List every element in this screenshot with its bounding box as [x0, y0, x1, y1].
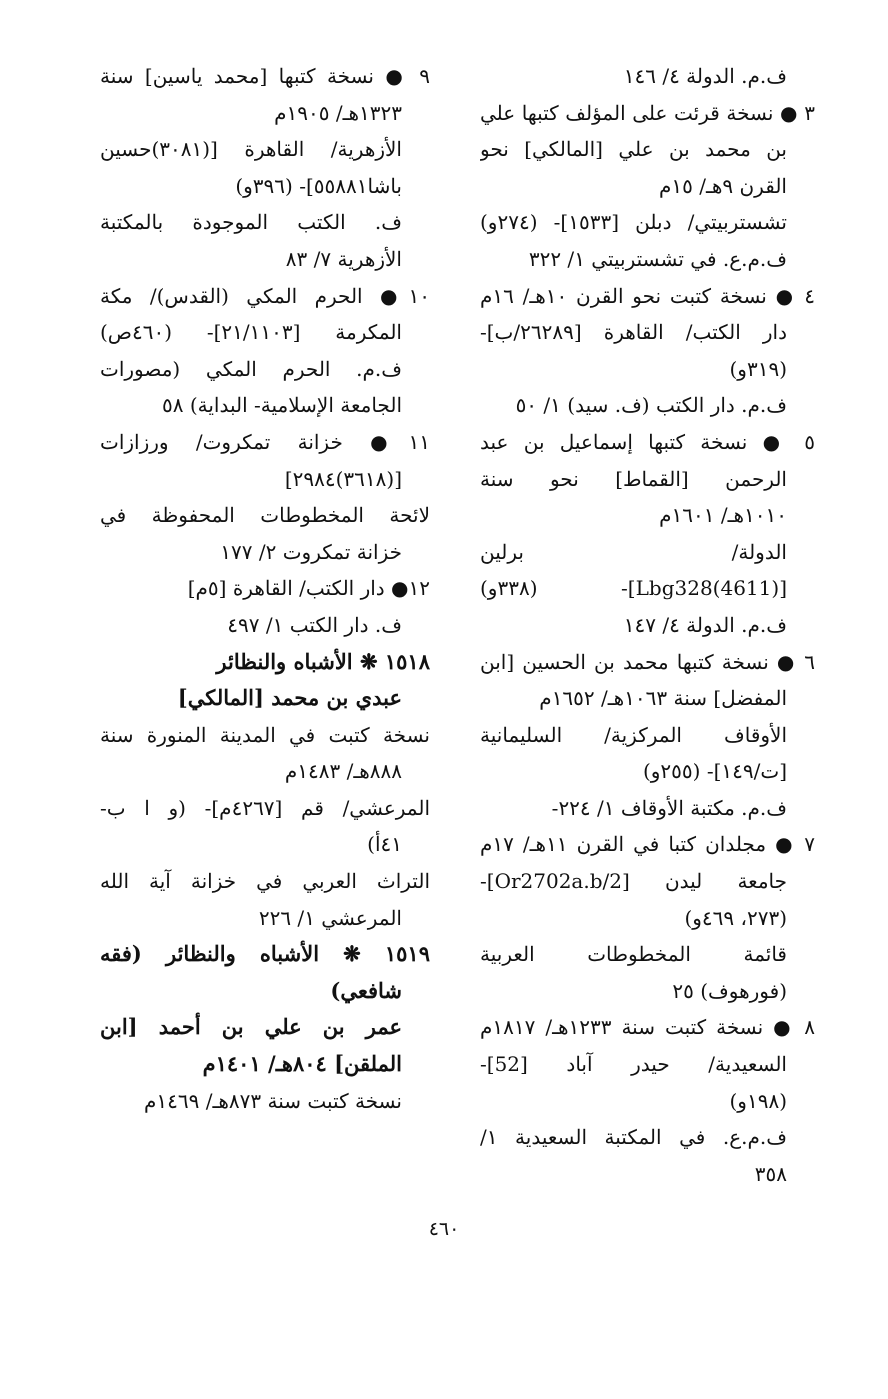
right_column-line: دار الكتب/ القاهرة [٢٦٢٨٩/ب]- — [480, 320, 787, 345]
right_column-line: ٨ ● نسخة كتبت سنة ١٢٣٣هـ/ ١٨١٧م — [480, 1015, 815, 1040]
left_column-line: الملقن] ٨٠٤هـ/ ١٤٠١م — [202, 1051, 402, 1077]
left_column-line: خزانة تمكروت ٢/ ١٧٧ — [220, 539, 402, 564]
right_column-line: ف.م.ع. في المكتبة السعيدية ١/ — [480, 1125, 787, 1150]
left_column-line: الأزهرية ٧/ ٨٣ — [285, 246, 402, 271]
right_column-line: ف.م. الدولة ٤/ ١٤٦ — [623, 64, 787, 88]
left_column-line: الأزهرية/ القاهرة [(٣٠٨١)حسين — [100, 137, 402, 162]
left_column-line: ١٥١٩ ❋ الأشباه والنظائر (فقه — [100, 941, 430, 967]
left_column-line: ١١● خزانة تمكروت/ ورزازات — [100, 429, 430, 454]
right_column-line: ف.م. دار الكتب (ف. سيد) ١/ ٥٠ — [515, 393, 787, 418]
right_column-line: ١٠١٠هـ/ ١٦٠١م — [659, 503, 787, 528]
right_column-line: جامعة ليدن [Or2702a.b/2]- — [480, 869, 787, 894]
right_column-line: (٣١٩و) — [729, 356, 787, 381]
left-column — [100, 58, 430, 1119]
left_column-line: نسخة كتبت سنة ٨٧٣هـ/ ١٤٦٩م — [144, 1088, 402, 1113]
right_column-line: ٣ ● نسخة قرئت على المؤلف كتبها علي — [480, 100, 815, 125]
left_column-line: ٤١أ) — [367, 832, 402, 857]
left_column-line: ١٢● دار الكتب/ القاهرة [٥م] — [187, 576, 430, 601]
left_column-line: ١٥١٨ ❋ الأشباه والنظائر — [216, 648, 430, 674]
right_column-line: الأوقاف المركزية/ السليمانية — [480, 722, 787, 747]
right_column-line: المفضل] سنة ١٠٦٣هـ/ ١٦٥٢م — [539, 686, 787, 711]
left_column-line: ١٠● الحرم المكي (القدس)/ مكة — [100, 283, 430, 308]
left_column-line: ف. دار الكتب ١/ ٤٩٧ — [227, 612, 402, 637]
right_column-line: ف.م. الدولة ٤/ ١٤٧ — [623, 612, 787, 637]
left_column-line: التراث العربي في خزانة آية الله — [100, 869, 430, 894]
right_column-line: ٦ ● نسخة كتبها محمد بن الحسين [ابن — [480, 649, 815, 674]
right_column-line: ٣٥٨ — [754, 1161, 787, 1186]
right_column-line: السعيدية/ حيدر آباد [52]- — [480, 1052, 787, 1077]
right_column-line: (٢٧٣، ٤٦٩و) — [684, 905, 787, 930]
right_column-line: الرحمن [القماط] نحو سنة — [480, 466, 787, 491]
right_column-line: الدولة/ برلين — [480, 539, 787, 564]
page-number: ٤٦٠ — [428, 1218, 460, 1240]
left_column-line: ١٣٢٣هـ/ ١٩٠٥م — [274, 100, 402, 125]
left_column-line: لائحة المخطوطات المحفوظة في — [100, 503, 430, 528]
left_column-line: ف. الكتب الموجودة بالمكتبة — [100, 210, 402, 235]
right_column-line: القرن ٩هـ/ ١٥م — [659, 173, 787, 198]
right_column-line: ٧ ● مجلدان كتبا في القرن ١١هـ/ ١٧م — [480, 832, 815, 857]
right_column-line: تشستربيتي/ دبلن [١٥٣٣]- (٢٧٤و) — [480, 210, 787, 235]
left_column-line: [(٣٦١٨)٢٩٨٤] — [284, 466, 402, 491]
right_column-line: [(4611)Lbg328]- (٣٣٨و) — [480, 576, 787, 601]
right_column-line: (١٩٨و) — [729, 1088, 787, 1113]
right_column-line: بن محمد بن علي [المالكي] نحو — [480, 137, 787, 162]
left_column-line: شافعي) — [330, 977, 402, 1003]
right_column-line: ف.م.ع. في تشستربيتي ١/ ٣٢٢ — [528, 246, 787, 271]
left_column-line: المرعشي ١/ ٢٢٦ — [258, 905, 402, 930]
left_column-line: ف.م. الحرم المكي (مصورات — [100, 356, 402, 381]
left_column-line: عبدي بن محمد [المالكي] — [177, 685, 402, 711]
right-column — [480, 58, 815, 1192]
left_column-line: عمر بن علي بن أحمد [ابن — [100, 1014, 402, 1040]
left_column-line: باشا٥٥٨٨١]- (٣٩٦و) — [235, 173, 402, 198]
right_column-line: ٥ ● نسخة كتبها إسماعيل بن عبد — [480, 429, 815, 454]
right_column-line: ف.م. مكتبة الأوقاف ١/ ٢٢٤- — [551, 795, 787, 820]
left_column-line: الجامعة الإسلامية- البداية) ٥٨ — [161, 393, 402, 418]
right_column-line: [ت/١٤٩]- (٢٥٥و) — [642, 759, 787, 784]
right_column-line: (فورهوف) ٢٥ — [672, 978, 787, 1003]
right_column-line: ٤ ● نسخة كتبت نحو القرن ١٠هـ/ ١٦م — [480, 283, 815, 308]
left_column-line: المكرمة [٢١/١١٠٣]- (٤٦٠ص) — [100, 320, 402, 345]
left_column-line: المرعشي/ قم [٤٢٦٧م]- (و ا ب- — [100, 795, 430, 820]
left_column-line: ٩ ● نسخة كتبها [محمد ياسين] سنة — [100, 64, 430, 88]
right_column-line: قائمة المخطوطات العربية — [480, 942, 787, 967]
left_column-line: نسخة كتبت في المدينة المنورة سنة — [100, 722, 430, 747]
left_column-line: ٨٨٨هـ/ ١٤٨٣م — [284, 759, 402, 784]
